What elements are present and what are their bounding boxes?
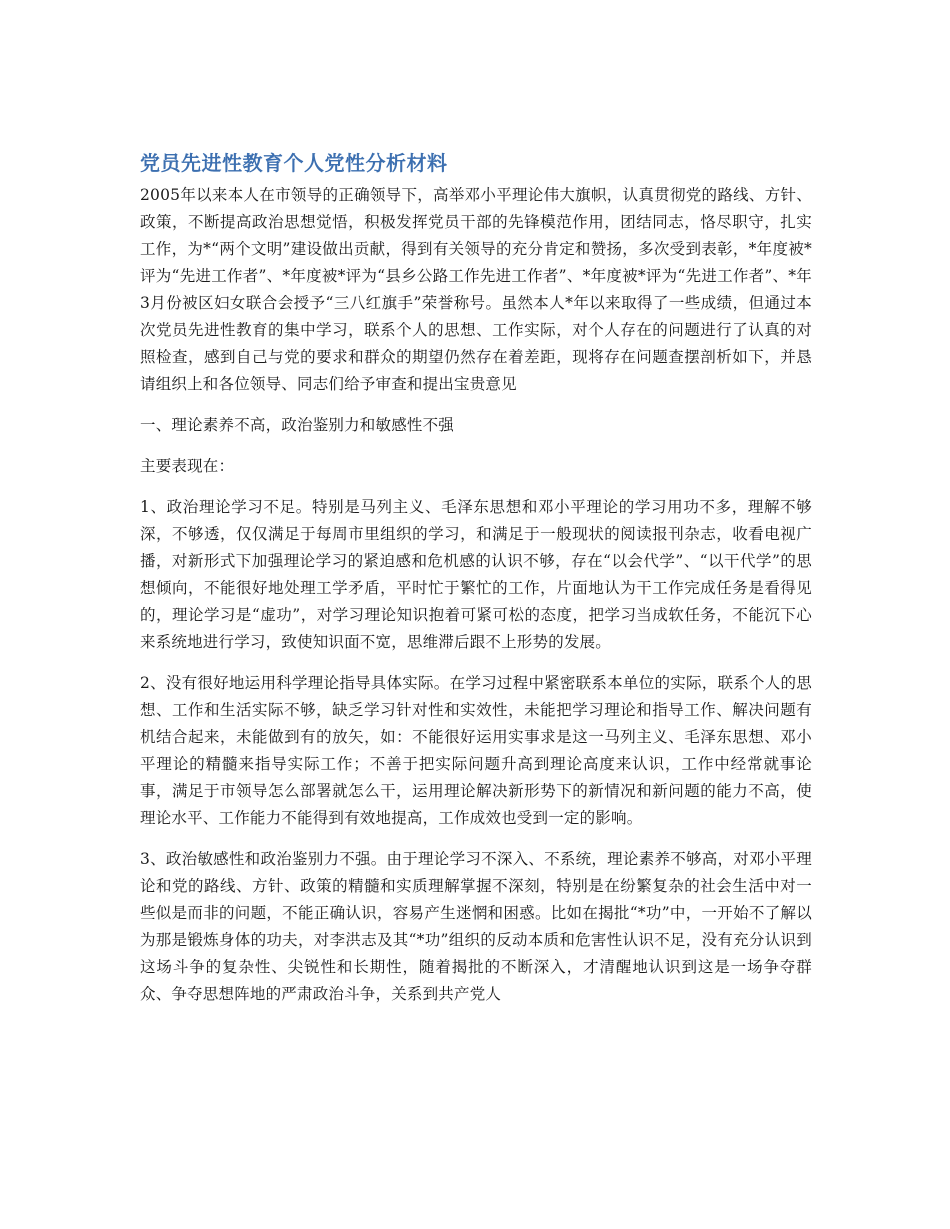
intro-paragraph: 2005年以来本人在市领导的正确领导下，高举邓小平理论伟大旗帜，认真贯彻党的路线、方针、政策，不断提高政治思想觉悟，积极发挥党员干部的先锋模范作用，团结同志，恪尽职守，扎实工作，为*“两个文明”建设做出贡献，得到有关领导的充分肯定和赞扬，多次受到表彰，*年度被*评为“先进工作者”、*年度被*评为“县乡公路工作先进工作者”、*年度被*评为“先进工作者”、*年3月份被区妇女联合会授予“三八红旗手”荣誉称号。虽然本人*年以来取得了一些成绩，但通过本次党员先进性教育的集中学习，联系个人的思想、工作实际，对个人存在的问题进行了认真的对照检查，感到自己与党的要求和群众的期望仍然存在着差距，现将存在问题查摆剖析如下，并恳请组织上和各位领导、同志们给予审查和提出宝贵意见 xyxy=(140,186,812,393)
lead-in-text: 主要表现在： xyxy=(140,457,235,475)
document-title: 党员先进性教育个人党性分析材料 xyxy=(140,151,448,175)
section-heading: 一、理论素养不高，政治鉴别力和敏感性不强 xyxy=(140,416,455,434)
point-1-paragraph: 1、政治理论学习不足。特别是马列主义、毛泽东思想和邓小平理论的学习用功不多，理解不够深，不够透，仅仅满足于每周市里组织的学习，和满足于一般现状的阅读报刊杂志，收看电视广播，对新形式下加强理论学习的紧迫感和危机感的认识不够，存在“以会代学”、“以干代学”的思想倾向，不能很好地处理工学矛盾，平时忙于繁忙的工作，片面地认为干工作完成任务是看得见的，理论学习是“虚功”，对学习理论知识抱着可紧可松的态度，把学习当成软任务，不能沉下心来系统地进行学习，致使知识面不宽，思维滞后跟不上形势的发展。 xyxy=(140,498,812,651)
point-2-paragraph: 2、没有很好地运用科学理论指导具体实际。在学习过程中紧密联系本单位的实际，联系个人的思想、工作和生活实际不够，缺乏学习针对性和实效性，未能把学习理论和指导工作、解决问题有机结合起来，未能做到有的放矢，如：不能很好运用实事求是这一马列主义、毛泽东思想、邓小平理论的精髓来指导实际工作；不善于把实际问题升高到理论高度来认识，工作中经常就事论事，满足于市领导怎么部署就怎么干，运用理论解决新形势下的新情况和新问题的能力不高，使理论水平、工作能力不能得到有效地提高，工作成效也受到一定的影响。 xyxy=(140,674,812,827)
point-3-paragraph: 3、政治敏感性和政治鉴别力不强。由于理论学习不深入、不系统，理论素养不够高，对邓小平理论和党的路线、方针、政策的精髓和实质理解掌握不深刻，特别是在纷繁复杂的社会生活中对一些似是而非的问题，不能正确认识，容易产生迷惘和困惑。比如在揭批“*功”中，一开始不了解以为那是锻炼身体的功夫，对李洪志及其“*功”组织的反动本质和危害性认识不足，没有充分认识到这场斗争的复杂性、尖锐性和长期性，随着揭批的不断深入，才清醒地认识到这是一场争夺群众、争夺思想阵地的严肃政治斗争，关系到共产党人 xyxy=(140,850,812,1003)
document-page xyxy=(140,148,812,1022)
